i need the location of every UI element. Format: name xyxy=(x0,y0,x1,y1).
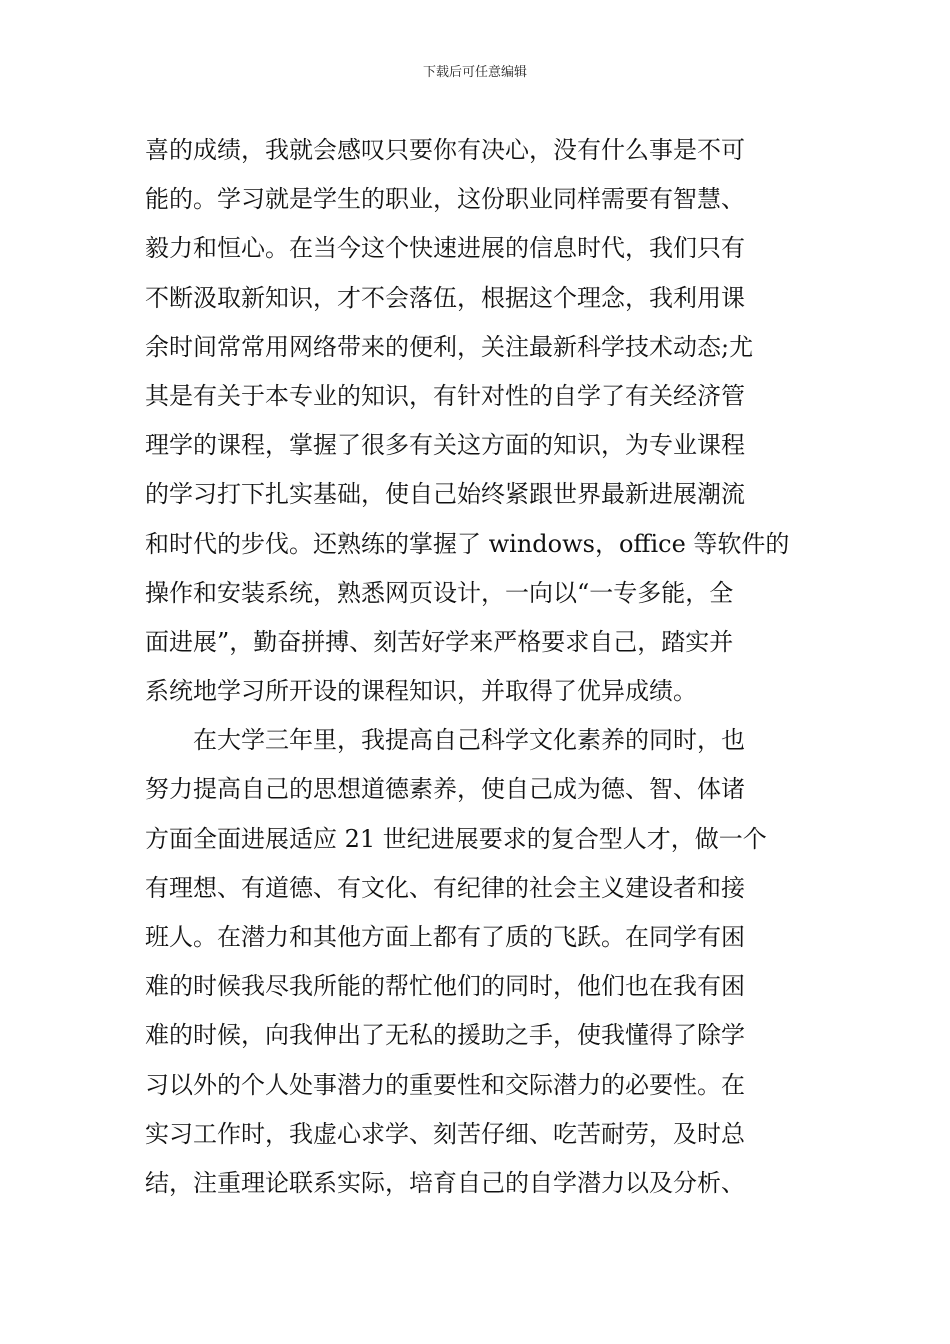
text-line: 余时间常常用网络带来的便利，关注最新科学技术动态;尤 xyxy=(145,332,754,361)
text-line: 其是有关于本专业的知识，有针对性的自学了有关经济管 xyxy=(145,381,745,410)
text-line: 实习工作时，我虚心求学、刻苦仔细、吃苦耐劳，及时总 xyxy=(145,1119,745,1148)
page-header: 下载后可任意编辑 xyxy=(422,65,527,80)
text-line: 不断汲取新知识，才不会落伍，根据这个理念，我利用课 xyxy=(145,283,745,312)
text-line: 喜的成绩，我就会感叹只要你有决心，没有什么事是不可 xyxy=(145,136,745,164)
text-line: 方面全面进展适应 21 世纪进展要求的复合型人才，做一个 xyxy=(145,824,767,853)
text-line: 结，注重理论联系实际，培育自己的自学潜力以及分析、 xyxy=(145,1168,745,1197)
text-line: 的学习打下扎实基础，使自己始终紧跟世界最新进展潮流 xyxy=(145,480,745,509)
text-line: 系统地学习所开设的课程知识，并取得了优异成绩。 xyxy=(145,677,697,706)
text-line: 有理想、有道德、有文化、有纪律的社会主义建设者和接 xyxy=(145,873,745,902)
text-line: 努力提高自己的思想道德素养，使自己成为德、智、体诸 xyxy=(145,775,745,804)
text-line: 班人。在潜力和其他方面上都有了质的飞跃。在同学有困 xyxy=(145,923,745,951)
text-line: 能的。学习就是学生的职业，这份职业同样需要有智慧、 xyxy=(145,185,745,214)
text-line: 操作和安装系统，熟悉网页设计，一向以“一专多能，全 xyxy=(145,578,734,607)
text-line: 和时代的步伐。还熟练的掌握了 windows，office 等软件的 xyxy=(145,529,790,558)
text-line: 理学的课程，掌握了很多有关这方面的知识，为专业课程 xyxy=(145,431,745,460)
body-text xyxy=(145,126,825,1208)
text-line: 习以外的个人处事潜力的重要性和交际潜力的必要性。在 xyxy=(145,1070,745,1099)
text-line: 毅力和恒心。在当今这个快速进展的信息时代，我们只有 xyxy=(145,234,745,263)
text-line: 面进展”，勤奋拼搏、刻苦好学来严格要求自己，踏实并 xyxy=(145,627,734,656)
text-line: 难的时候，向我伸出了无私的援助之手，使我懂得了除学 xyxy=(145,1021,745,1050)
text-line: 在大学三年里，我提高自己科学文化素养的同时，也 xyxy=(145,726,745,755)
text-line: 难的时候我尽我所能的帮忙他们的同时，他们也在我有困 xyxy=(145,972,745,1001)
